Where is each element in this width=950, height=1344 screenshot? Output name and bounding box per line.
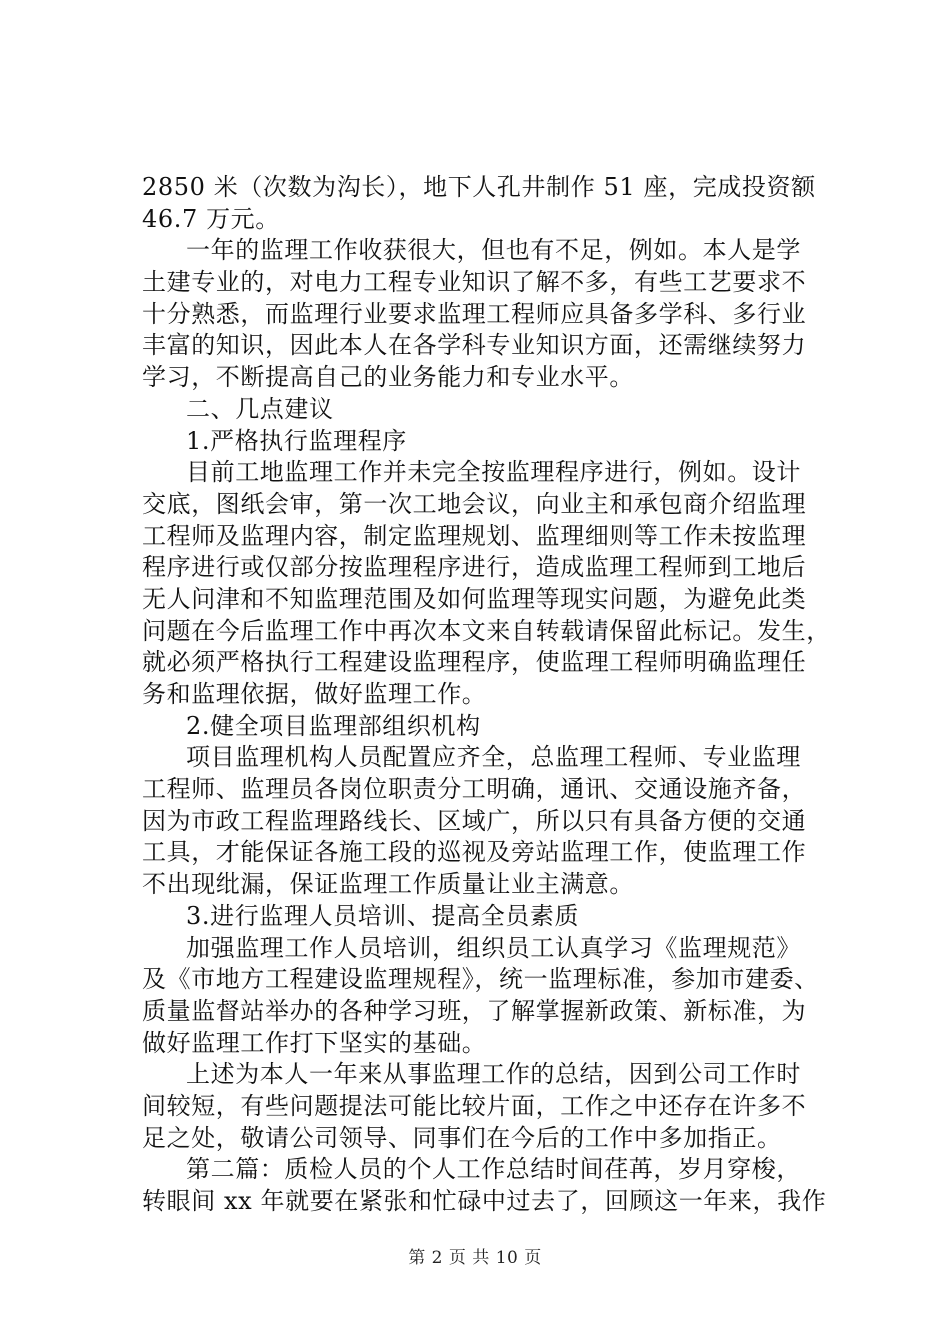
paragraph-start: 加强监理工作人员培训，组织员工认真学习《监理规范》: [186, 933, 801, 962]
text-line: 不出现纰漏，保证监理工作质量让业主满意。: [142, 870, 634, 899]
text-line: 工程师、监理员各岗位职责分工明确，通讯、交通设施齐备，: [142, 775, 807, 804]
page-number-footer: 第 2 页 共 10 页: [408, 1248, 542, 1268]
text-line: 无人问津和不知监理范围及如何监理等现实问题，为避免此类: [142, 584, 807, 613]
text-line: 程序进行或仅部分按监理程序进行，造成监理工程师到工地后: [142, 553, 807, 582]
text-line: 工程师及监理内容，制定监理规划、监理细则等工作未按监理: [142, 521, 807, 550]
subsection-heading: 1.严格执行监理程序: [186, 426, 407, 455]
text-line: 务和监理依据，做好监理工作。: [142, 680, 487, 708]
paragraph-start: 项目监理机构人员配置应齐全，总监理工程师、专业监理: [186, 743, 801, 772]
text-line: 做好监理工作打下坚实的基础。: [142, 1028, 487, 1057]
text-line: 及《市地方工程建设监理规程》，统一监理标准，参加市建委、: [142, 965, 819, 994]
text-line: 问题在今后监理工作中再次本文来自转载请保留此标记。发生，: [142, 616, 831, 645]
paragraph-start: 目前工地监理工作并未完全按监理程序进行，例如。设计: [186, 458, 801, 487]
text-line: 工具，才能保证各施工段的巡视及旁站监理工作，使监理工作: [142, 838, 807, 867]
text-line: 丰富的知识，因此本人在各学科专业知识方面，还需继续努力: [142, 331, 807, 360]
text-line: 足之处，敬请公司领导、同事们在今后的工作中多加指正。: [142, 1123, 782, 1152]
paragraph-start: 第二篇：质检人员的个人工作总结时间荏苒，岁月穿梭，: [186, 1155, 801, 1184]
text-line: 学习，不断提高自己的业务能力和专业水平。: [142, 363, 634, 392]
text-line: 交底，图纸会审，第一次工地会议，向业主和承包商介绍监理: [142, 489, 807, 518]
text-line: 46.7 万元。: [142, 204, 280, 233]
text-line: 因为市政工程监理路线长、区域广，所以只有具备方便的交通: [142, 806, 807, 835]
text-line: 2850 米（次数为沟长），地下人孔井制作 51 座，完成投资额: [142, 173, 816, 201]
text-line: 质量监督站举办的各种学习班，了解掌握新政策、新标准，为: [142, 996, 807, 1025]
subsection-heading: 2.健全项目监理部组织机构: [186, 711, 481, 740]
subsection-heading: 3.进行监理人员培训、提高全员素质: [186, 901, 580, 930]
text-line: 十分熟悉，而监理行业要求监理工程师应具备多学科、多行业: [142, 299, 807, 328]
paragraph-start: 上述为本人一年来从事监理工作的总结，因到公司工作时: [186, 1060, 801, 1089]
text-line: 转眼间 xx 年就要在紧张和忙碌中过去了，回顾这一年来，我作: [142, 1187, 827, 1215]
text-line: 间较短，有些问题提法可能比较片面，工作之中还存在许多不: [142, 1091, 807, 1120]
text-line: 就必须严格执行工程建设监理程序，使监理工程师明确监理任: [142, 648, 807, 677]
section-heading: 二、几点建议: [186, 394, 334, 423]
paragraph-start: 一年的监理工作收获很大，但也有不足，例如。本人是学: [186, 236, 801, 265]
document-body: [142, 172, 832, 1218]
text-line: 土建专业的，对电力工程专业知识了解不多，有些工艺要求不: [142, 268, 807, 297]
